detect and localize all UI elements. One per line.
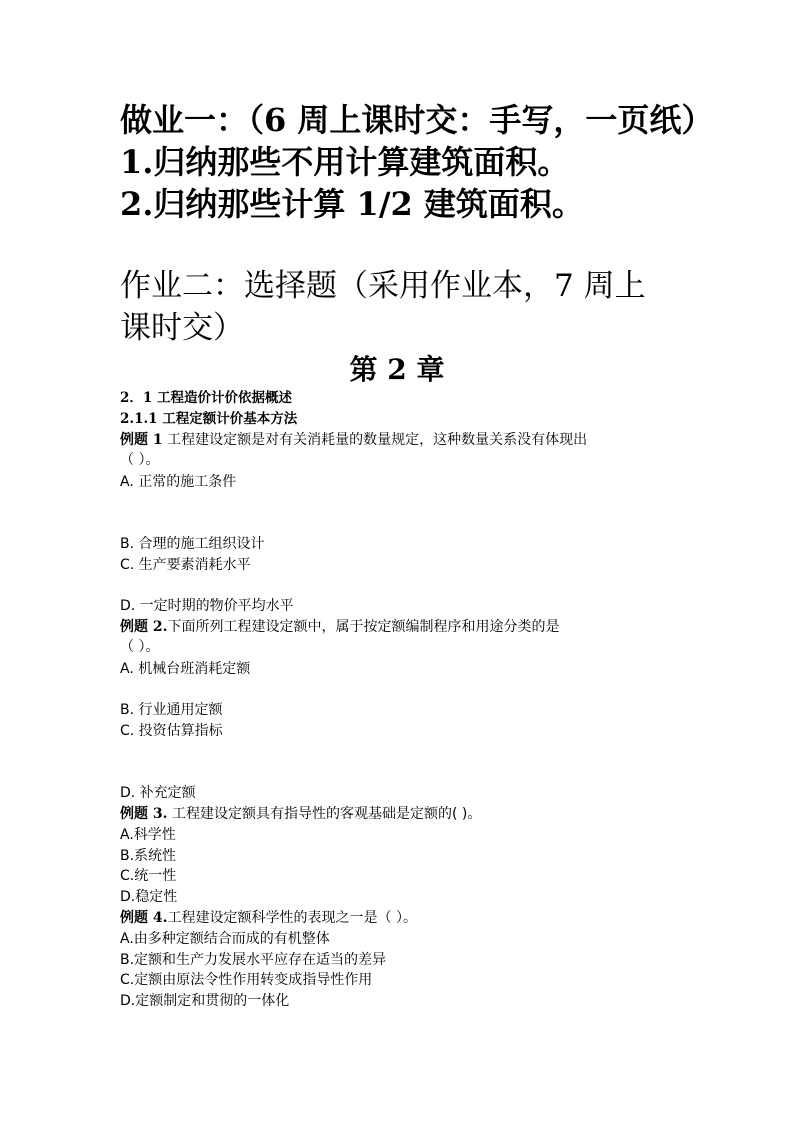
question-text: 工程建设定额是对有关消耗量的数量规定，这种数量关系没有体现出 <box>162 432 588 448</box>
question-label: 例题 3. <box>120 806 168 822</box>
question-4-option-a: A.由多种定额结合而成的有机整体 <box>120 931 330 947</box>
section-heading: 2．1 工程造价计价依据概述 <box>120 390 292 406</box>
question-1-option-a: A. 正常的施工条件 <box>120 474 237 490</box>
question-4-option-c: C.定额由原法令性作用转变成指导性作用 <box>120 972 373 988</box>
question-3-option-a: A.科学性 <box>120 827 176 843</box>
question-1-option-c: C. 生产要素消耗水平 <box>120 557 251 573</box>
homework1-item-2: 2.归纳那些计算 1/2 建筑面积。 <box>120 185 584 223</box>
question-3 <box>120 804 481 824</box>
question-1 <box>120 430 587 450</box>
question-1-option-b: B. 合理的施工组织设计 <box>120 536 265 552</box>
question-1-option-d: D. 一定时期的物价平均水平 <box>120 598 294 614</box>
homework2-title-line2: 课时交） <box>120 310 244 346</box>
question-2-option-b: B. 行业通用定额 <box>120 702 223 718</box>
chapter-heading: 第 2 章 <box>349 353 445 386</box>
question-4-option-b: B.定额和生产力发展水平应存在适当的差异 <box>120 952 387 968</box>
question-label: 例题 4. <box>120 910 168 926</box>
homework2-title-line1: 作业二：选择题（采用作业本，7 周上 <box>120 268 646 304</box>
question-text: 工程建设定额科学性的表现之一是（ ）。 <box>167 910 417 926</box>
question-3-option-b: B.系统性 <box>120 848 177 864</box>
homework1-title: 做业一：（6 周上课时交：手写，一页纸） <box>120 101 714 139</box>
question-1-blank: （ ）。 <box>120 452 160 468</box>
question-2-option-d: D. 补充定额 <box>120 785 196 801</box>
question-2-blank: （ ）。 <box>120 639 160 655</box>
question-2-option-a: A. 机械台班消耗定额 <box>120 661 251 677</box>
question-4 <box>120 908 417 928</box>
question-4-option-d: D.定额制定和贯彻的一体化 <box>120 993 290 1009</box>
question-label: 例题 2. <box>120 619 168 635</box>
question-label: 例题 1 <box>120 432 163 448</box>
subsection-heading: 2.1.1 工程定额计价基本方法 <box>120 411 298 427</box>
question-2 <box>120 617 560 637</box>
question-3-option-d: D.稳定性 <box>120 889 178 905</box>
homework1-item-1: 1.归纳那些不用计算建筑面积。 <box>120 143 570 181</box>
question-3-option-c: C.统一性 <box>120 868 177 884</box>
question-text: 下面所列工程建设定额中，属于按定额编制程序和用途分类的是 <box>167 619 560 635</box>
question-text: 工程建设定额具有指导性的客观基础是定额的( )。 <box>167 806 482 822</box>
question-2-option-c: C. 投资估算指标 <box>120 723 223 739</box>
